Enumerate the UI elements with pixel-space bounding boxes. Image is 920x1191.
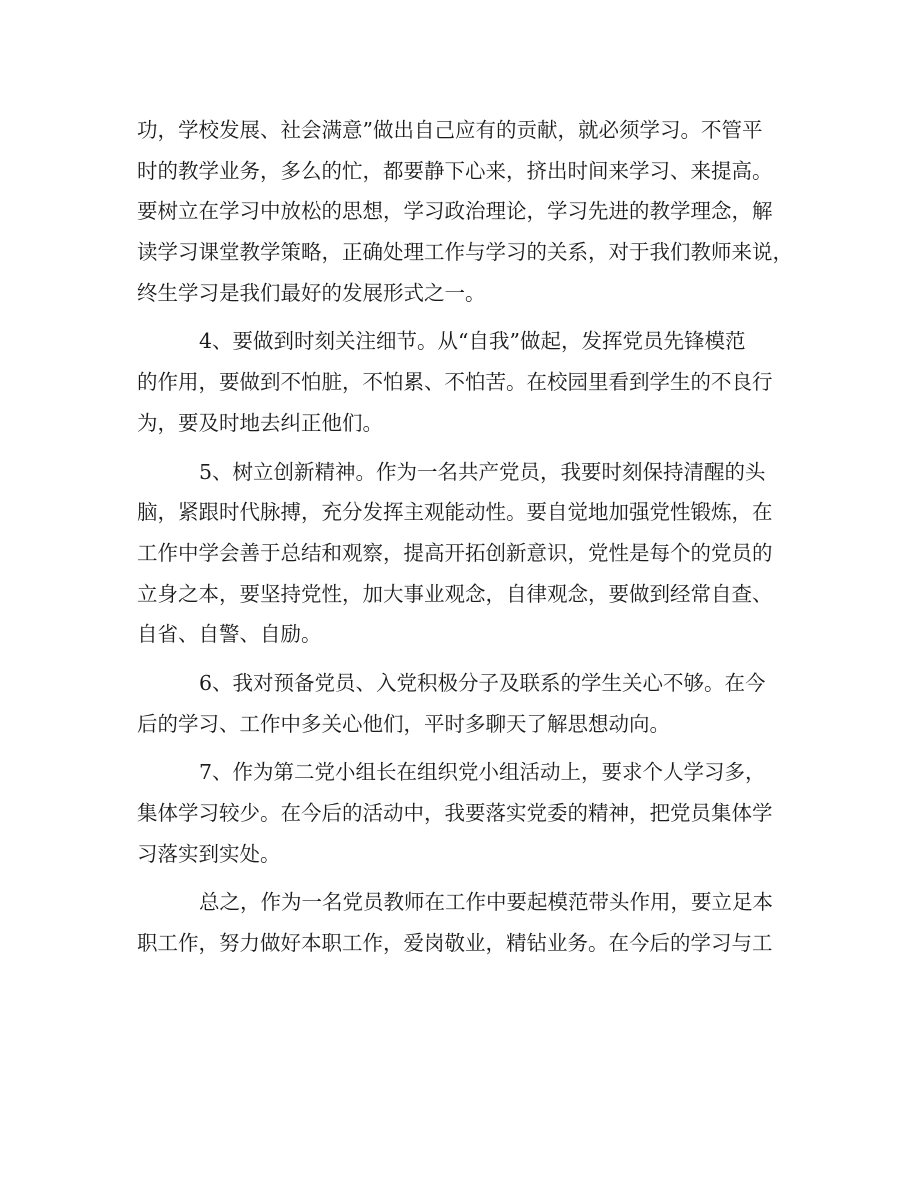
document-body: [137, 110, 793, 964]
text-line: 后的学习、工作中多关心他们，平时多聊天了解思想动向。: [137, 711, 670, 736]
text-line: 脑，紧跟时代脉搏，充分发挥主观能动性。要自觉地加强党性锻炼，在: [137, 500, 773, 525]
text-line: 4、要做到时刻关注细节。从“自我”做起，发挥党员先锋模范: [199, 329, 746, 354]
paragraph-item-5: [137, 452, 787, 655]
text-line: 6、我对预备党员、入党积极分子及联系的学生关心不够。在今: [199, 670, 766, 695]
text-line: 7、作为第二党小组长在组织党小组活动上，要求个人学习多，: [199, 760, 766, 785]
text-line: 工作中学会善于总结和观察，提高开拓创新意识，党性是每个的党员的: [137, 540, 773, 565]
paragraph-spacer: [137, 313, 787, 321]
paragraph-item-4: [137, 321, 787, 443]
text-line: 习落实到实处。: [137, 841, 281, 866]
paragraph-spacer: [137, 874, 787, 882]
text-line: 终生学习是我们最好的发展形式之一。: [137, 280, 486, 305]
text-line: 的作用，要做到不怕脏，不怕累、不怕苦。在校园里看到学生的不良行: [137, 370, 773, 395]
paragraph-spacer: [137, 744, 787, 752]
text-line: 时的教学业务，多么的忙，都要静下心来，挤出时间来学习、来提高。: [137, 158, 773, 183]
paragraph-summary: [137, 882, 787, 963]
text-line: 总之，作为一名党员教师在工作中要起模范带头作用，要立足本: [199, 890, 773, 915]
paragraph-spacer: [137, 444, 787, 452]
text-line: 立身之本，要坚持党性，加大事业观念，自律观念，要做到经常自查、: [137, 581, 773, 606]
text-line: 5、树立创新精神。作为一名共产党员，我要时刻保持清醒的头: [199, 459, 766, 484]
paragraph-continuation: [137, 110, 793, 313]
paragraph-item-6: [137, 663, 787, 744]
text-line: 功，学校发展、社会满意”做出自己应有的贡献，就必须学习。不管平: [137, 118, 763, 142]
paragraph-spacer: [137, 655, 787, 663]
text-line: 为，要及时地去纠正他们。: [137, 410, 383, 435]
text-line: 自省、自警、自励。: [137, 622, 322, 647]
text-line: 读学习课堂教学策略，正确处理工作与学习的关系，对于我们教师来说，: [137, 240, 793, 265]
text-line: 集体学习较少。在今后的活动中，我要落实党委的精神，把党员集体学: [137, 801, 773, 825]
text-line: 要树立在学习中放松的思想，学习政治理论，学习先进的教学理念，解: [137, 199, 773, 224]
text-line: 职工作，努力做好本职工作，爱岗敬业，精钻业务。在今后的学习与工: [137, 931, 773, 956]
paragraph-item-7: [137, 752, 787, 874]
